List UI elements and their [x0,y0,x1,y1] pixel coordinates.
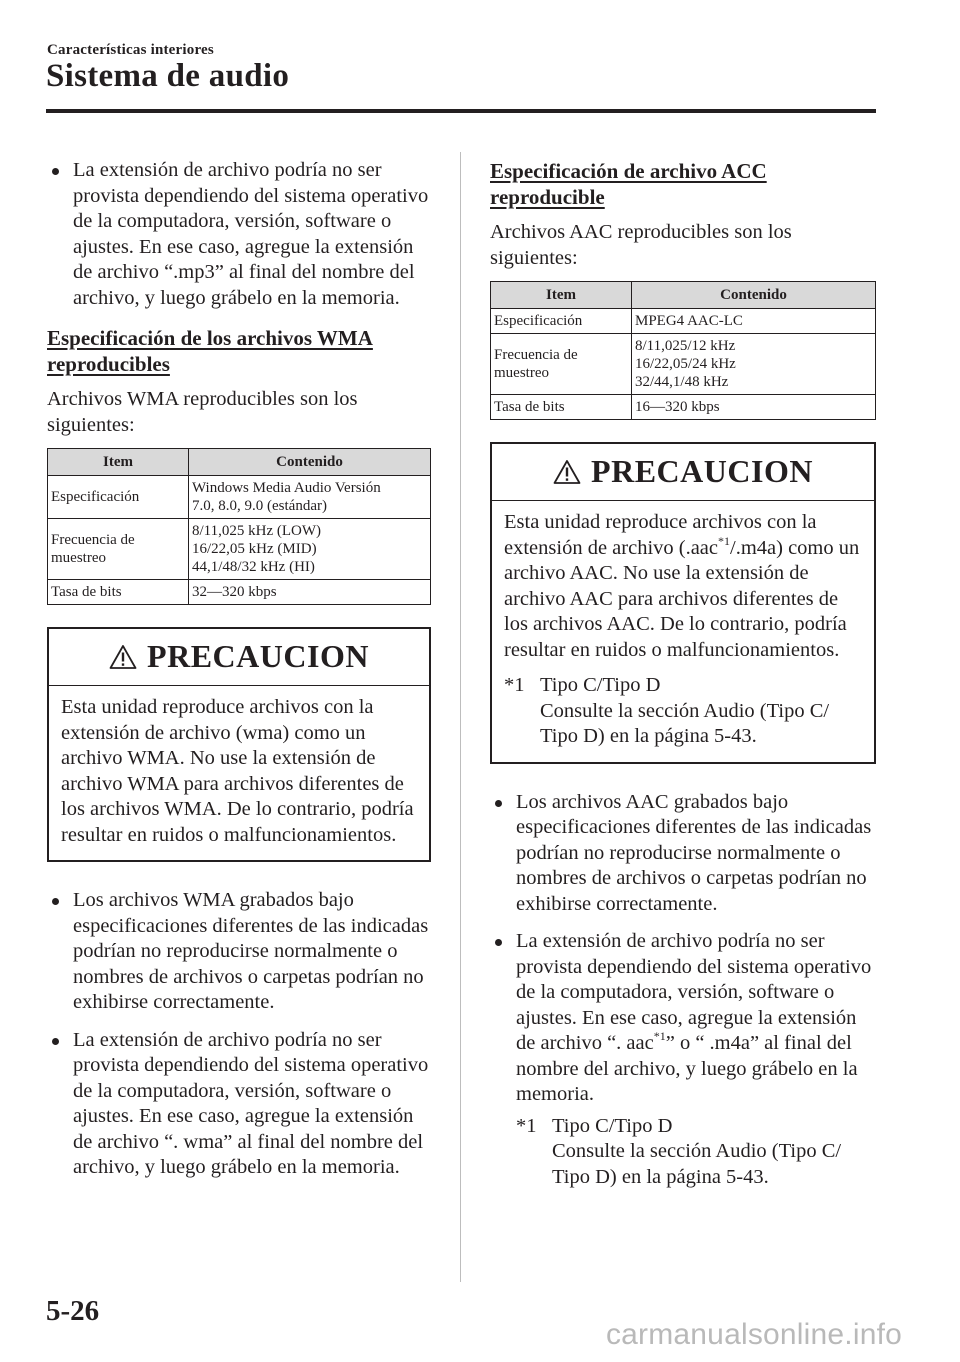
wma-spec-table [47,448,431,605]
section-label: Características interiores [47,42,214,58]
column-header-content: Contenido [632,282,876,309]
table-header-row [491,282,876,309]
caution-title: PRECAUCION [591,453,813,490]
footnote-mark: *1 [504,674,525,696]
bullet-dot-icon [52,898,59,905]
table-cell-content: 32―320 kbps [189,580,431,605]
wma-intro: Archivos WMA reproducibles son los siguientes: [47,388,358,436]
caution-header [49,629,429,686]
caution-box [490,442,876,764]
caution-body [49,686,429,860]
bullet-text: La extensión de archivo podría no ser provista dependiendo del sistema operativo de la computadora, versión, software o ajustes. En ese caso, agregue la extensión de archivo “.mp3” al final del nombre del archivo, y luego grábelo en la memoria. [73,159,429,309]
footnote-mark: *1 [516,1114,537,1137]
bullet-text: Los archivos WMA grabados bajo especificaciones diferentes de las indicadas podrían no reproducirse normalmente o nombres de archivos o carpetas podrían no exhibirse correctamente. [73,889,429,1013]
header-rule [46,109,876,113]
footnote-ref: *1 [718,533,731,548]
caution-box [47,627,431,862]
page-title: Sistema de audio [46,58,290,94]
wma-heading: Especificación de los archivos WMA reproducibles [47,326,373,376]
aac-heading: Especificación de archivo ACC reproducible [490,159,767,209]
table-row [491,309,876,334]
footnote-text: Tipo C/Tipo D Consulte la sección Audio (Tipo C/ Tipo D) en la página 5-43. [540,674,830,747]
column-header-item: Item [491,282,632,309]
warning-triangle-icon [553,459,581,485]
right-column [490,158,876,1202]
column-divider [460,152,461,1282]
warning-triangle-icon [109,644,137,670]
table-cell-content: 16―320 kbps [632,395,876,420]
caution-footnote [504,673,862,750]
aac-intro: Archivos AAC reproducibles son los siguientes: [490,221,792,269]
bullet-footnote [516,1114,876,1191]
table-cell-item: Especificación [48,476,189,519]
table-row [491,334,876,395]
caution-text-b: /.m4a) como un archivo AAC. No use la extensión de archivo AAC para archivos diferentes de los archivos AAC. De lo contrario, podría resultar en ruidos o malfuncionamientos. [504,536,860,661]
table-row [48,476,431,519]
bullet-item [47,1028,431,1181]
bullet-dot-icon [52,168,59,175]
table-cell-content: 8/11,025/12 kHz 16/22,05/24 kHz 32/44,1/48 kHz [632,334,876,395]
table-cell-content: MPEG4 AAC-LC [632,309,876,334]
bullet-item [490,929,876,1190]
footnote-text: Tipo C/Tipo D Consulte la sección Audio (Tipo C/ Tipo D) en la página 5-43. [552,1114,842,1188]
caution-text: Esta unidad reproduce archivos con la extensión de archivo (wma) como un archivo WMA. No use la extensión de archivo WMA para archivos diferentes de los archivos WMA. De lo contrario, podría resultar en ruidos o malfuncionamientos. [61,696,414,846]
table-cell-item: Tasa de bits [491,395,632,420]
caution-header [492,444,874,501]
page-number: 5-26 [46,1295,100,1327]
bullet-text: La extensión de archivo podría no ser provista dependiendo del sistema operativo de la computadora, versión, software o ajustes. En ese caso, agregue la extensión de archivo “. wma” al final del nombre del archivo, y luego grábelo en la memoria. [73,1028,429,1178]
caution-text [504,510,862,663]
column-header-item: Item [48,449,189,476]
caution-title: PRECAUCION [147,638,369,675]
caution-body [492,501,874,762]
table-cell-content: 8/11,025 kHz (LOW) 16/22,05 kHz (MID) 44,1/48/32 kHz (HI) [189,519,431,580]
column-header-content: Contenido [189,449,431,476]
table-cell-content: Windows Media Audio Versión 7.0, 8.0, 9.0 (estándar) [189,476,431,519]
left-column [47,158,431,1193]
caution-text-a: Esta unidad reproduce archivos con la extensión de archivo (.aac [504,511,817,559]
table-cell-item: Frecuencia de muestreo [491,334,632,395]
bullet-item [47,888,431,1016]
table-cell-item: Tasa de bits [48,580,189,605]
watermark: carmanualsonline.info [605,1318,902,1351]
footnote-ref: *1 [653,1029,666,1044]
bullet-dot-icon [495,800,502,807]
bullet-text-b: ” o “ .m4a” al final del nombre del archivo, y luego grábelo en la memoria. [516,1032,858,1105]
table-cell-item: Especificación [491,309,632,334]
bullet-text-a: La extensión de archivo podría no ser provista dependiendo del sistema operativo de la computadora, versión, software o ajustes. En ese caso, agregue la extensión de archivo “. aac [516,930,872,1054]
bullet-item [47,158,431,311]
bullet-item [490,790,876,918]
table-row [48,580,431,605]
table-cell-item: Frecuencia de muestreo [48,519,189,580]
aac-spec-table [490,281,876,420]
bullet-dot-icon [495,939,502,946]
bullet-dot-icon [52,1038,59,1045]
table-row [48,519,431,580]
table-header-row [48,449,431,476]
table-row [491,395,876,420]
bullet-text: Los archivos AAC grabados bajo especificaciones diferentes de las indicadas podrían no reproducirse normalmente o nombres de archivos o carpetas podrían no exhibirse correctamente. [516,790,872,915]
